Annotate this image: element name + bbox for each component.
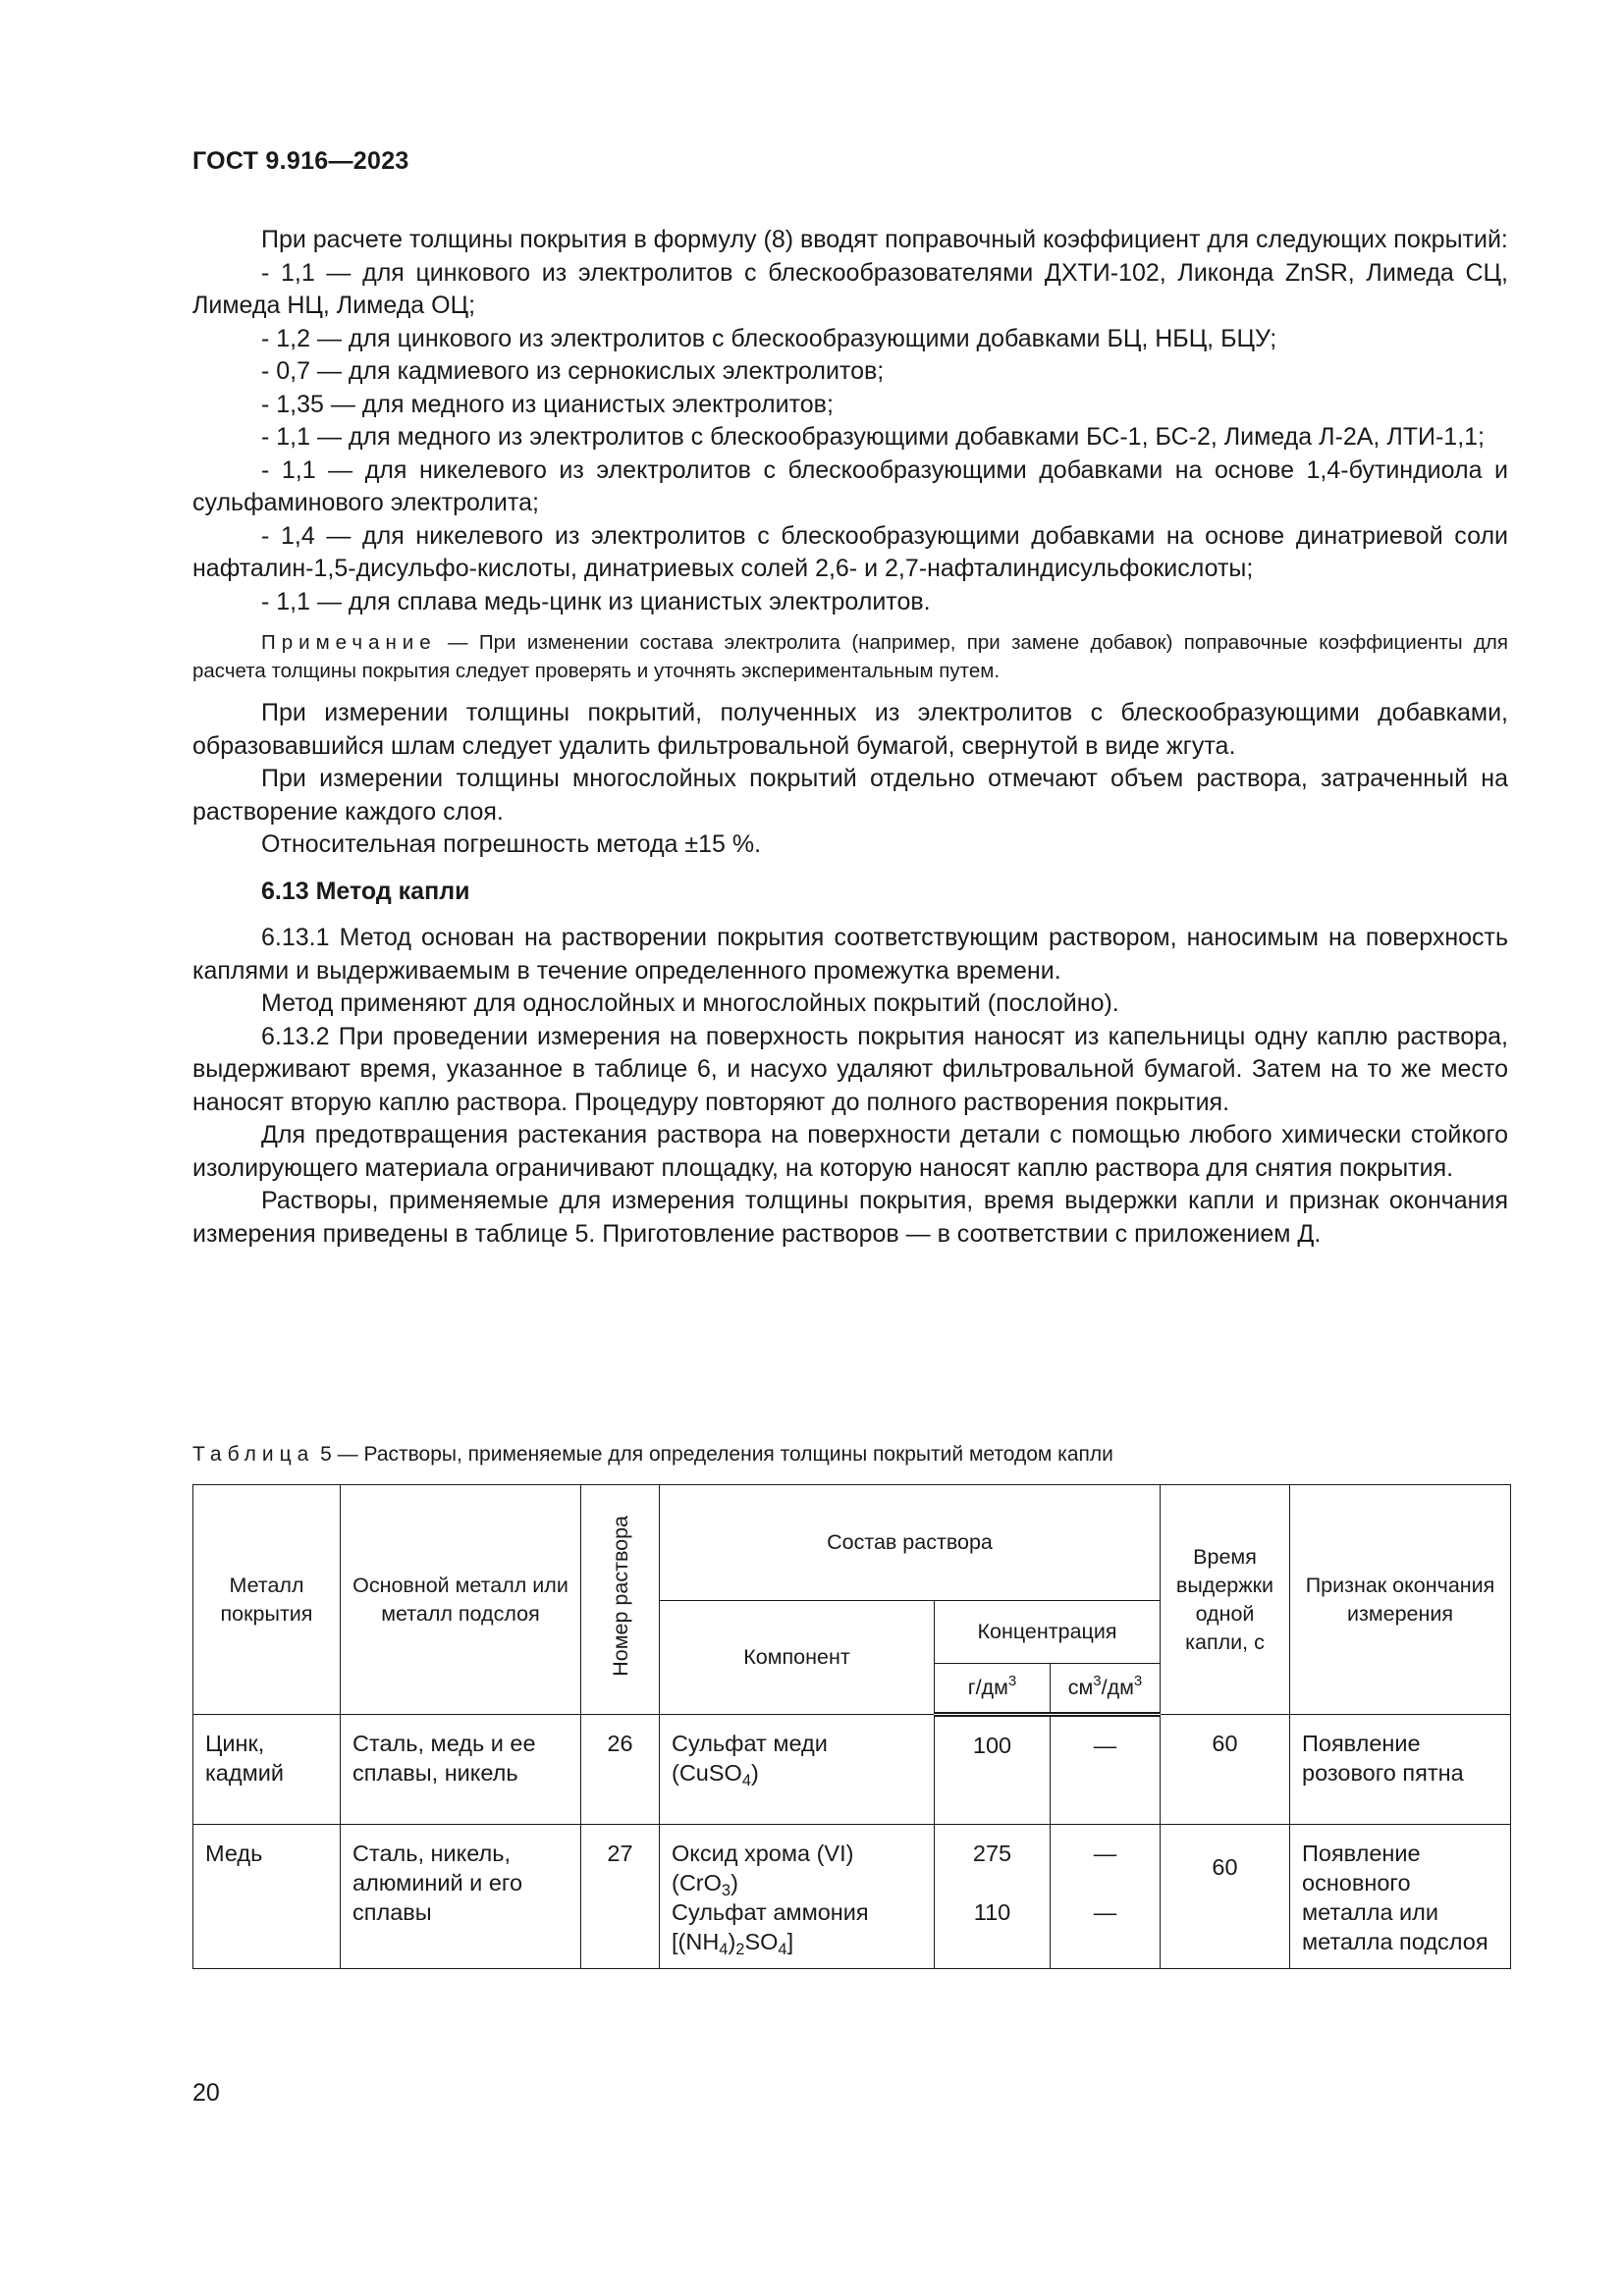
paragraph: При измерении толщины многослойных покрытий отдельно отмечают объем раствора, затраченный на растворение каждого слоя. (192, 765, 1508, 826)
component-name: Сульфат аммония (672, 1899, 869, 1925)
bullet-item: - 1,2 — для цинкового из электролитов с блескообразующими добавками БЦ, НБЦ, БЦУ; (261, 324, 1277, 352)
time-value: 60 (1212, 1854, 1238, 1880)
cell-end-sign: Появление розового пятна (1290, 1715, 1511, 1825)
header-time: Время выдержки одной капли, с (1161, 1485, 1290, 1715)
header-g-unit-exp: 3 (1007, 1673, 1017, 1689)
cm-value: — (1093, 1841, 1117, 1866)
header-g-unit-text: г/дм (967, 1676, 1008, 1699)
formula-part: ] (786, 1929, 794, 1954)
header-cm-unit-exp-b: 3 (1133, 1673, 1143, 1689)
cell-base: Сталь, медь и ее сплавы, никель (341, 1715, 581, 1825)
formula-subscript: 3 (721, 1882, 731, 1899)
bullet-item: - 1,1 — для цинкового из электролитов с блескообразователями ДХТИ-102, Ликонда ZnSR, Лимеда СЦ, Лимеда НЦ, Лимеда ОЦ; (192, 258, 1508, 319)
spacer (943, 1868, 1042, 1897)
paragraph: 6.13.2 При проведении измерения на поверхность покрытия наносят из капельницы одну каплю раствора, выдерживают время, указанное в таблице 6, и насухо удаляют фильтровальной бумагой. Затем на то же место наносят вторую каплю раствора. Процедуру повторяют до полного растворения покрытия. (192, 1022, 1508, 1116)
note-label: Примечание (261, 631, 437, 654)
header-cm-unit-exp-a: 3 (1093, 1673, 1102, 1689)
paragraph: Для предотвращения растекания раствора на поверхности детали с помощью любого химически стойкого изолирующего материала ограничивают площадку, на которую наносят каплю раствора для снятия покрытия. (192, 1121, 1508, 1182)
bullet-item: - 1,4 — для никелевого из электролитов с блескообразующими добавками на основе динатриевой соли нафталин-1,5-дисульфо-кислоты, динатриевых солей 2,6- и 2,7-нафталиндисульфокислоты; (192, 521, 1508, 582)
solutions-table (192, 1484, 1511, 1969)
formula-part: ) (731, 1870, 738, 1896)
component-formula (672, 1927, 926, 1956)
paragraph: Относительная погрешность метода ±15 %. (261, 830, 762, 858)
formula-subscript: 4 (741, 1772, 751, 1789)
section-heading: 6.13 Метод капли (261, 877, 470, 905)
table-row (193, 1825, 1511, 1969)
note (192, 628, 1508, 685)
formula-part: (CuSO (672, 1760, 742, 1786)
cell-end-sign: Появление основного металла или металла подслоя (1290, 1825, 1511, 1969)
header-cm-unit-b: /дм (1101, 1676, 1134, 1699)
g-value: 275 (972, 1841, 1012, 1866)
paragraph: При измерении толщины покрытий, полученных из электролитов с блескообразующими добавками, образовавшийся шлам следует удалить фильтровальной бумагой, свернутой в виде жгута. (192, 699, 1508, 760)
table-caption (192, 1443, 1113, 1467)
header-cm-unit-a: см (1067, 1676, 1094, 1699)
header-g-unit (935, 1664, 1051, 1715)
document-header: ГОСТ 9.916—2023 (192, 147, 409, 175)
bullet-item: - 1,1 — для медного из электролитов с блескообразующими добавками БС-1, БС-2, Лимеда Л-2А, ЛТИ-1,1; (261, 423, 1485, 451)
note-text: — При изменении состава электролита (например, при замене добавок) поправочные коэффициенты для расчета толщины покрытия следует проверять и уточнять экспериментальным путем. (192, 631, 1508, 682)
cell-component (660, 1825, 935, 1969)
cell-metal: Медь (193, 1825, 341, 1969)
header-end-sign: Признак окончания измерения (1290, 1485, 1511, 1715)
cell-component (660, 1715, 935, 1825)
header-solution-number (581, 1485, 660, 1715)
cell-cm: — (1051, 1715, 1161, 1825)
cell-cm (1051, 1825, 1161, 1969)
header-component: Компонент (660, 1601, 935, 1715)
formula-part: (CrO (672, 1870, 722, 1896)
cell-base: Сталь, никель, алюминий и его сплавы (341, 1825, 581, 1969)
formula-part: SO (744, 1929, 779, 1954)
cell-g (935, 1825, 1051, 1969)
component-name: Оксид хрома (VI) (672, 1841, 854, 1866)
header-composition: Состав раствора (660, 1485, 1161, 1601)
spacer (1058, 1868, 1152, 1897)
header-cm-unit (1051, 1664, 1161, 1715)
cell-solution-number: 27 (581, 1825, 660, 1969)
component-formula (672, 1868, 926, 1897)
header-base-metal: Основной металл или металл подслоя (341, 1485, 581, 1715)
formula-subscript: 2 (735, 1941, 745, 1958)
bullet-item: - 1,1 — для никелевого из электролитов с блескообразующими добавками на основе 1,4-бутиндиола и сульфаминового электролита; (192, 455, 1508, 516)
formula-subscript: 4 (719, 1941, 729, 1958)
formula-part: [(NH (672, 1929, 720, 1954)
bullet-item: - 1,35 — для медного из цианистых электролитов; (261, 390, 834, 418)
g-value: 110 (973, 1899, 1011, 1925)
bullet-item: - 0,7 — для кадмиевого из сернокислых электролитов; (261, 357, 885, 385)
paragraph: 6.13.1 Метод основан на растворении покрытия соответствующим раствором, наносимым на поверхность каплями и выдерживаемым в течение определенного промежутка времени. (192, 924, 1508, 985)
paragraph: Метод применяют для однослойных и многослойных покрытий (послойно). (261, 989, 1119, 1017)
paragraph-correction-intro: При расчете толщины покрытия в формулу (8) вводят поправочный коэффициент для следующих покрытий: (261, 226, 1508, 253)
formula-part: ) (728, 1929, 736, 1954)
header-solution-number-text: Номер раствора (608, 1515, 632, 1677)
formula-subscript: 4 (778, 1941, 787, 1958)
cm-value: — (1093, 1899, 1117, 1925)
table-caption-label: Таблица (192, 1443, 315, 1466)
header-concentration: Концентрация (935, 1601, 1161, 1664)
header-metal: Металл покрытия (193, 1485, 341, 1715)
component-name: Сульфат меди (672, 1731, 828, 1756)
formula-part: ) (750, 1760, 759, 1786)
paragraph: Растворы, применяемые для измерения толщины покрытия, время выдержки капли и признак окончания измерения приведены в таблице 5. Приготовление растворов — в соответствии с приложением Д. (192, 1187, 1508, 1248)
table-caption-text: 5 — Растворы, применяемые для определения толщины покрытий методом капли (314, 1443, 1113, 1466)
cell-solution-number: 26 (581, 1715, 660, 1825)
component-formula (672, 1758, 926, 1788)
cell-time (1161, 1825, 1290, 1969)
table-row (193, 1715, 1511, 1825)
body-text (192, 224, 1508, 1251)
cell-time: 60 (1161, 1715, 1290, 1825)
bullet-item: - 1,1 — для сплава медь-цинк из цианистых электролитов. (261, 587, 931, 615)
cell-g: 100 (935, 1715, 1051, 1825)
page-number: 20 (192, 2079, 220, 2107)
cell-metal: Цинк, кадмий (193, 1715, 341, 1825)
